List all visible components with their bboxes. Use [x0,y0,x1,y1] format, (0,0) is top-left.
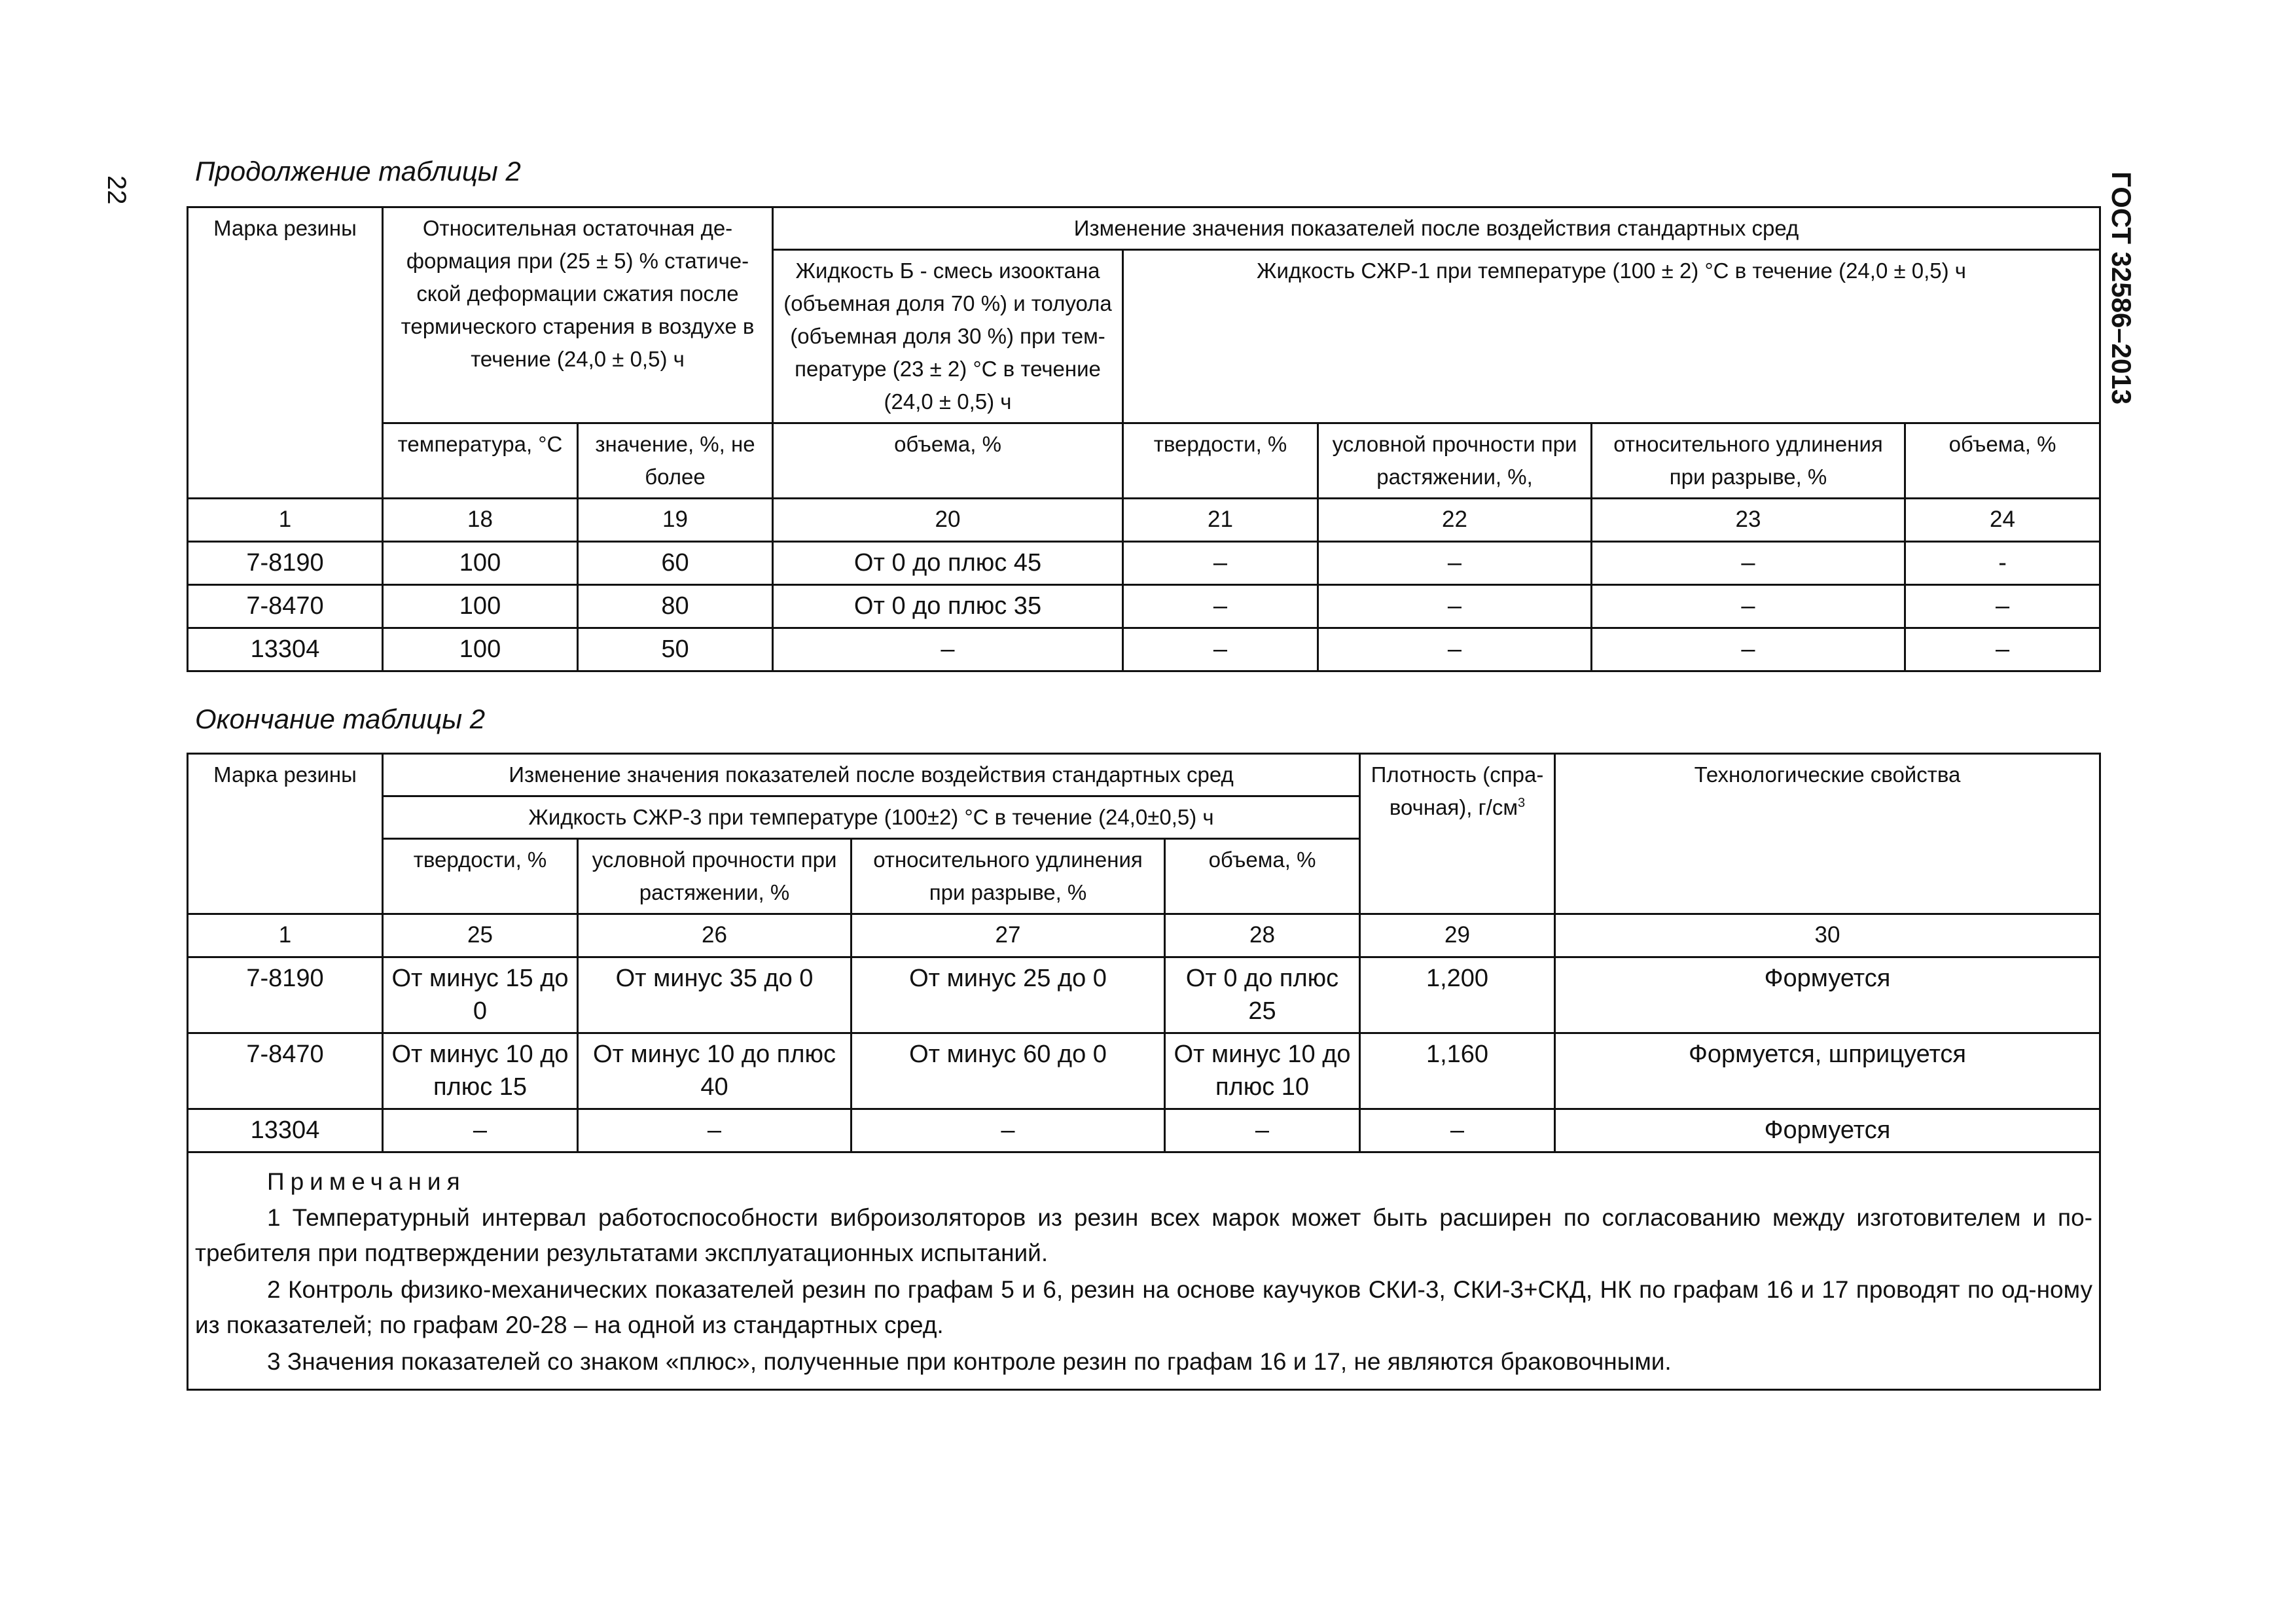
table-row [188,957,2100,1033]
table-final-caption: Окончание таблицы 2 [195,704,486,734]
note-item: 1 Температурный интервал работоспособности виброизоляторов из резин всех марок может быть расширен по согласованию между изготовителем и по-требителя при подтверждении результатами эксплуатационных испытаний. [195,1204,2092,1266]
cell: – [1592,628,1905,671]
column-number: 19 [578,499,773,542]
column-number: 18 [383,499,578,542]
cell: – [1360,1109,1555,1152]
cell-brand: 7-8190 [188,542,383,585]
column-number-row [188,914,2100,957]
header-density [1360,754,1555,914]
cell: – [1905,628,2100,671]
header-volume-24: объема, % [1905,423,2100,499]
cell: От минус 35 до 0 [578,957,852,1033]
header-tech-properties: Технологические свойства [1555,754,2100,914]
table-continued-caption: Продолжение таблицы 2 [195,156,521,187]
notes-row [188,1152,2100,1390]
column-number-row [188,499,2100,542]
cell: – [1318,542,1592,585]
header-volume-20: объема, % [773,423,1123,499]
header-tensile: условной прочности при растяжении, % [578,839,852,914]
page-number: 22 [102,175,131,205]
column-number: 23 [1592,499,1905,542]
header-hardness: твердости, % [1123,423,1318,499]
cell: – [852,1109,1165,1152]
cell: – [1318,585,1592,628]
header-fluid-b: Жидкость Б - смесь изооктана (объемная доля 70 %) и толуола (объемная доля 30 %) при тем-пературе (23 ± 2) °С в течение (24,0 ± 0,5) ч [773,250,1123,423]
table-final [187,753,2101,1391]
table-row [188,1033,2100,1109]
cell: От минус 10 до плюс 15 [383,1033,578,1109]
header-change-group: Изменение значения показателей после воздействия стандартных сред [773,207,2100,250]
column-number: 21 [1123,499,1318,542]
cell-tech: Формуется [1555,1109,2100,1152]
cell: 1,200 [1360,957,1555,1033]
column-number: 25 [383,914,578,957]
note-item: 3 Значения показателей со знаком «плюс», полученные при контроле резин по графам 16 и 17, не являются браковочными. [267,1348,1672,1375]
cell-brand: 7-8190 [188,957,383,1033]
column-number: 28 [1165,914,1360,957]
table-row [188,628,2100,671]
column-number: 1 [188,914,383,957]
cell: 100 [383,585,578,628]
table-row [188,585,2100,628]
cell: От 0 до плюс 35 [773,585,1123,628]
header-szhr3: Жидкость СЖР-3 при температуре (100±2) °С в течение (24,0±0,5) ч [383,796,1360,839]
header-hardness: твердости, % [383,839,578,914]
cell: – [1165,1109,1360,1152]
cell: От минус 10 до плюс 40 [578,1033,852,1109]
header-compression-set: Относительная остаточная де-формация при (25 ± 5) % статиче-ской деформации сжатия после термического старения в воздухе в течение (24,0 ± 0,5) ч [383,207,773,423]
column-number: 30 [1555,914,2100,957]
cell: От 0 до плюс 25 [1165,957,1360,1033]
cell: 50 [578,628,773,671]
table-row [188,1109,2100,1152]
cell: – [383,1109,578,1152]
cell-tech: Формуется, шприцуется [1555,1033,2100,1109]
column-number: 27 [852,914,1165,957]
cell: – [1318,628,1592,671]
cell: От минус 10 до плюс 10 [1165,1033,1360,1109]
cell: От 0 до плюс 45 [773,542,1123,585]
cell: От минус 15 до 0 [383,957,578,1033]
header-szhr1: Жидкость СЖР-1 при температуре (100 ± 2) °С в течение (24,0 ± 0,5) ч [1123,250,2100,423]
header-brand: Марка резины [188,207,383,499]
cell-brand: 7-8470 [188,1033,383,1109]
cell: – [1592,542,1905,585]
header-change-group: Изменение значения показателей после воздействия стандартных сред [383,754,1360,796]
header-tensile: условной прочности при растяжении, %, [1318,423,1592,499]
header-temperature: температура, °С [383,423,578,499]
cell: – [1905,585,2100,628]
header-elongation: относительного удлинения при разрыве, % [1592,423,1905,499]
column-number: 29 [1360,914,1555,957]
cell: 100 [383,542,578,585]
header-elongation: относительного удлинения при разрыве, % [852,839,1165,914]
cell: – [1123,585,1318,628]
cell: 80 [578,585,773,628]
column-number: 22 [1318,499,1592,542]
cell: – [773,628,1123,671]
column-number: 20 [773,499,1123,542]
cell-brand: 13304 [188,1109,383,1152]
header-density-label: Плотность (спра-вочная), г/см [1371,762,1544,819]
table-continued [187,206,2101,672]
cell: 60 [578,542,773,585]
column-number: 1 [188,499,383,542]
header-density-exponent: 3 [1518,796,1526,810]
table-row [188,542,2100,585]
cell: – [1592,585,1905,628]
note-item: 2 Контроль физико-механических показателей резин по графам 5 и 6, резин на основе каучуков СКИ-3, СКИ-3+СКД, НК по графам 16 и 17 проводят по од-ному из показателей; по графам 20-28 – на одной из стандартных сред. [195,1276,2092,1338]
header-brand: Марка резины [188,754,383,914]
cell: От минус 60 до 0 [852,1033,1165,1109]
document-code: ГОСТ 32586–2013 [2106,171,2137,405]
cell-brand: 7-8470 [188,585,383,628]
cell: – [578,1109,852,1152]
header-volume: объема, % [1165,839,1360,914]
cell: – [1123,542,1318,585]
cell: 1,160 [1360,1033,1555,1109]
cell: От минус 25 до 0 [852,957,1165,1033]
cell-brand: 13304 [188,628,383,671]
cell: – [1123,628,1318,671]
cell-tech: Формуется [1555,957,2100,1033]
notes [188,1152,2100,1390]
cell: - [1905,542,2100,585]
notes-title: Примечания [267,1168,466,1195]
column-number: 26 [578,914,852,957]
column-number: 24 [1905,499,2100,542]
cell: 100 [383,628,578,671]
header-value: значение, %, не более [578,423,773,499]
